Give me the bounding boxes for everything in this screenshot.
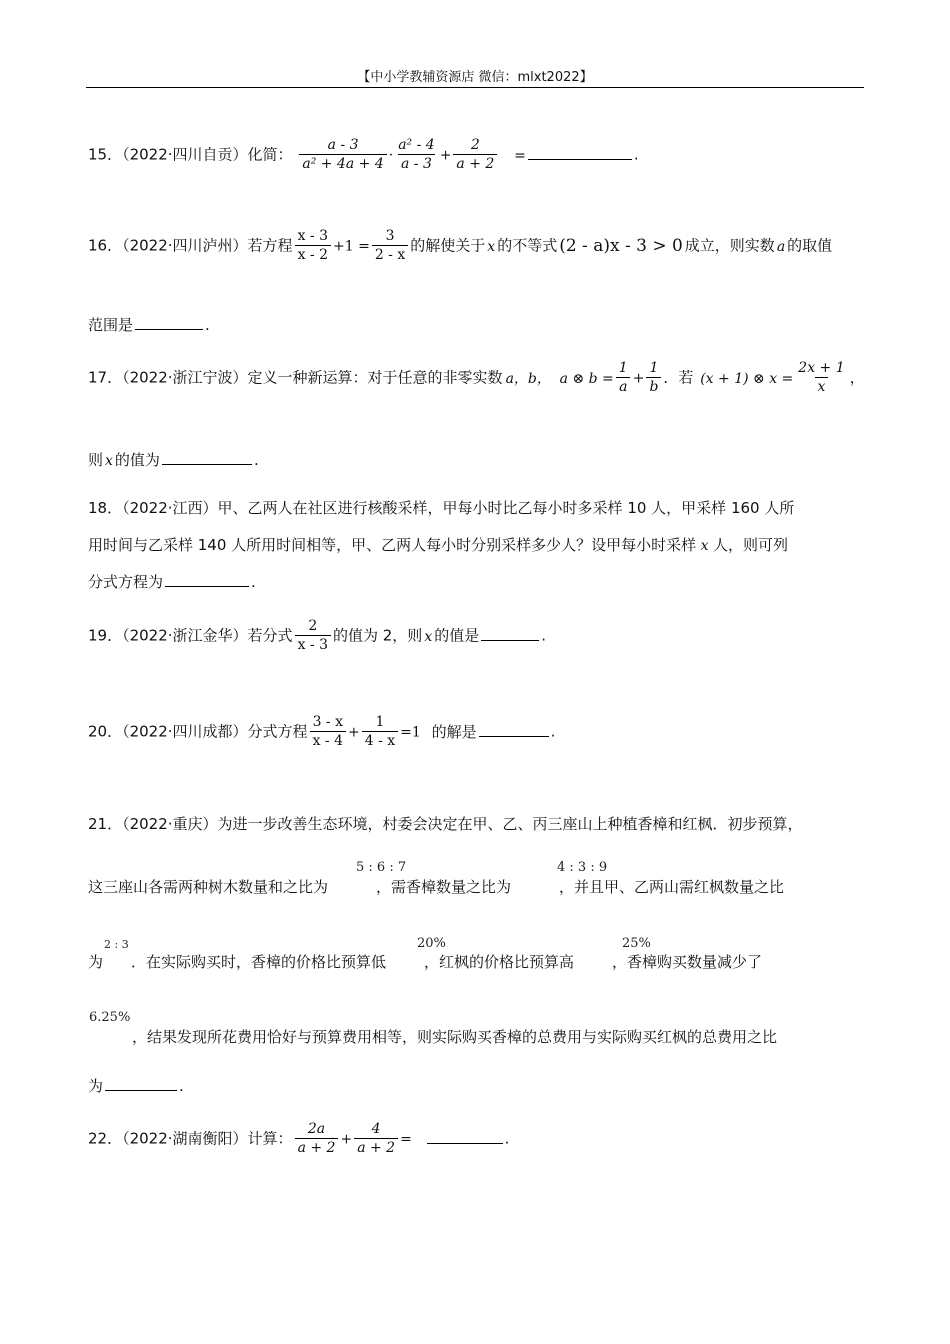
header-rule — [86, 87, 864, 88]
q16-answer-blank[interactable] — [135, 328, 203, 330]
question-16-line-2 — [88, 314, 210, 335]
q17-text-2: ．若 — [663, 368, 694, 387]
q21-line-1: 为进一步改善生态环境，村委会决定在甲、乙、丙三座山上种植香樟和红枫．初步预算， — [217, 815, 803, 833]
q16-line-2-text: 范围是 — [88, 316, 134, 334]
q20-text-1: 分式方程 — [247, 722, 308, 741]
page-header: 【中小学教辅资源店 微信：mlxt2022】 — [357, 70, 593, 85]
q15-plus: + — [439, 147, 452, 164]
q21-ratio-1: 5 : 6 : 7 — [356, 860, 407, 875]
q21-source: （2022·重庆） — [122, 815, 218, 833]
q22-text-1: 计算： — [247, 1129, 293, 1148]
q16-inequality: (2 - a)x - 3 > 0 — [559, 235, 683, 256]
q15-text: 化简： — [247, 145, 293, 164]
q16-fraction-2: $\frac{3}{2 - x}$ — [372, 228, 408, 264]
q21-line-4: ，结果发现所花费用恰好与预算费用相等，则实际购买香樟的总费用与实际购买红枫的总费用之比 — [132, 1028, 778, 1046]
q16-var-a: a — [776, 238, 786, 255]
q22-number: 22． — [88, 1129, 123, 1148]
q18-line-2b: 人，则可列 — [712, 536, 788, 554]
q20-fraction-1: $\frac{3 - x}{x - 4}$ — [310, 714, 346, 750]
question-22 — [88, 1121, 509, 1157]
q17-definition-lhs: a ⊗ b = — [559, 370, 614, 387]
q19-end: . — [541, 626, 547, 645]
q16-end: . — [205, 316, 210, 334]
q17-var-x: x — [105, 453, 113, 469]
q17-number: 17． — [88, 368, 123, 387]
question-15 — [88, 137, 639, 173]
q19-number: 19． — [88, 626, 123, 645]
q22-end: . — [504, 1129, 510, 1148]
q15-fraction-3: $\frac{2}{a + 2}$ — [453, 137, 497, 173]
q19-text-1: 若分式 — [247, 626, 293, 645]
q17-fraction-2: $\frac{1}{b}$ — [646, 360, 661, 396]
q22-fraction-2: $\frac{4}{a + 2}$ — [354, 1121, 398, 1157]
q15-dot: · — [388, 147, 394, 164]
q22-equals: = — [400, 1131, 412, 1148]
question-18-line-3 — [88, 571, 256, 592]
q16-plus-one-equals: +1 = — [333, 238, 370, 255]
q22-plus: + — [340, 1131, 353, 1148]
q19-answer-blank[interactable] — [481, 639, 539, 641]
q15-end: . — [633, 145, 639, 164]
q20-number: 20． — [88, 722, 123, 741]
q18-number: 18． — [88, 499, 123, 517]
q15-equals: = — [514, 147, 526, 164]
q22-answer-blank[interactable] — [427, 1142, 503, 1144]
q21-percent-3: 6.25% — [89, 1010, 131, 1025]
q21-percent-2: 25% — [622, 936, 651, 951]
question-16 — [88, 228, 832, 264]
question-18-line-2 — [88, 534, 788, 555]
question-20 — [88, 714, 555, 750]
q22-source: （2022·湖南衡阳） — [122, 1129, 248, 1148]
q20-plus: + — [348, 724, 360, 741]
q16-text-1: 若方程 — [247, 236, 293, 255]
q15-source: （2022·四川自贡） — [122, 145, 248, 164]
q19-text-2: 的值为 2，则 — [333, 626, 423, 645]
q20-source: （2022·四川成都） — [122, 722, 248, 741]
question-21-line-3 — [88, 951, 762, 972]
q21-end: . — [179, 1077, 184, 1095]
q17-line-2b: 的值为 — [114, 451, 160, 469]
q17-comma: ， — [849, 368, 865, 387]
q21-line-3a: 为 — [88, 953, 104, 971]
q17-fraction-3: $\frac{2x + 1}{x}$ — [798, 360, 845, 395]
q17-end: . — [253, 451, 259, 469]
question-19 — [88, 618, 546, 654]
q16-text-5: 的取值 — [787, 236, 833, 255]
q21-line-2b: ，需香樟数量之比为 — [376, 878, 512, 896]
q19-var-x: x — [424, 628, 433, 645]
q15-answer-blank[interactable] — [528, 158, 632, 160]
q20-text-2: 的解是 — [431, 722, 477, 741]
q17-variables: a，b， — [505, 370, 551, 387]
q20-equals-one: =1 — [400, 724, 421, 741]
q17-fraction-1: $\frac{1}{a}$ — [616, 360, 631, 396]
q16-text-4: 成立，则实数 — [684, 236, 775, 255]
q21-answer-blank[interactable] — [105, 1089, 177, 1091]
question-21 — [88, 813, 803, 834]
q15-fraction-1: $\frac{a - 3}{\text{a² + 4a + 4}}$ — [299, 137, 386, 173]
question-18 — [88, 497, 794, 518]
q19-source: （2022·浙江金华） — [122, 626, 248, 645]
q16-var-x: x — [487, 238, 496, 255]
q18-var-x: x — [696, 538, 713, 554]
q16-source: （2022·四川泸州） — [122, 236, 248, 255]
q21-line-2a: 这三座山各需两种树木数量和之比为 — [88, 878, 329, 896]
q19-fraction: $\frac{2}{x - 3}$ — [295, 618, 331, 654]
q21-ratio-2: 4 : 3 : 9 — [557, 860, 608, 875]
question-17 — [88, 360, 865, 396]
q21-line-5: 为 — [88, 1077, 104, 1095]
question-17-line-2 — [88, 449, 259, 470]
q17-plus: + — [632, 370, 645, 387]
question-21-line-4 — [132, 1026, 777, 1047]
question-21-line-5 — [88, 1075, 184, 1096]
q17-source: （2022·浙江宁波） — [122, 368, 248, 387]
q16-number: 16． — [88, 236, 123, 255]
q15-fraction-2: $\frac{\text{a² - 4}}{a - 3}$ — [398, 137, 435, 172]
q22-fraction-1: $\frac{2a}{a + 2}$ — [295, 1121, 339, 1157]
q21-line-3b: ．在实际购买时，香樟的价格比预算低 — [131, 953, 387, 971]
q18-line-1: 甲、乙两人在社区进行核酸采样，甲每小时比乙每小时多采样 10 人，甲采样 160 人所 — [217, 499, 795, 517]
q18-end: . — [251, 573, 256, 591]
q18-source: （2022·江西） — [122, 499, 218, 517]
q20-fraction-2: $\frac{1}{4 - x}$ — [362, 714, 398, 750]
q20-end: . — [550, 722, 556, 741]
q17-text-1: 定义一种新运算：对于任意的非零实数 — [247, 368, 503, 387]
q18-line-2a: 用时间与乙采样 140 人所用时间相等，甲、乙两人每小时分别采样多少人？设甲每小时采样 — [88, 536, 697, 554]
q17-line-2a: 则 — [88, 451, 104, 469]
question-21-line-2 — [88, 876, 784, 897]
q21-ratio-3: 2 : 3 — [104, 938, 129, 951]
q16-text-2: 的解使关于 — [410, 236, 486, 255]
q21-line-2c: ，并且甲、乙两山需红枫数量之比 — [559, 878, 785, 896]
q17-answer-blank[interactable] — [162, 463, 252, 465]
q21-number: 21． — [88, 815, 123, 833]
q19-text-3: 的值是 — [434, 626, 480, 645]
q15-number: 15． — [88, 145, 123, 164]
q18-line-3: 分式方程为 — [88, 573, 164, 591]
q17-expression: (x + 1) ⊗ x = — [700, 370, 794, 387]
q21-line-3c: ，红枫的价格比预算高 — [424, 953, 575, 971]
q18-answer-blank[interactable] — [165, 585, 249, 587]
q21-line-3d: ，香樟购买数量减少了 — [612, 953, 763, 971]
q16-text-3: 的不等式 — [497, 236, 558, 255]
q20-answer-blank[interactable] — [479, 735, 549, 737]
q16-fraction-1: $\frac{x - 3}{x - 2}$ — [295, 228, 331, 264]
q21-percent-1: 20% — [417, 936, 446, 951]
